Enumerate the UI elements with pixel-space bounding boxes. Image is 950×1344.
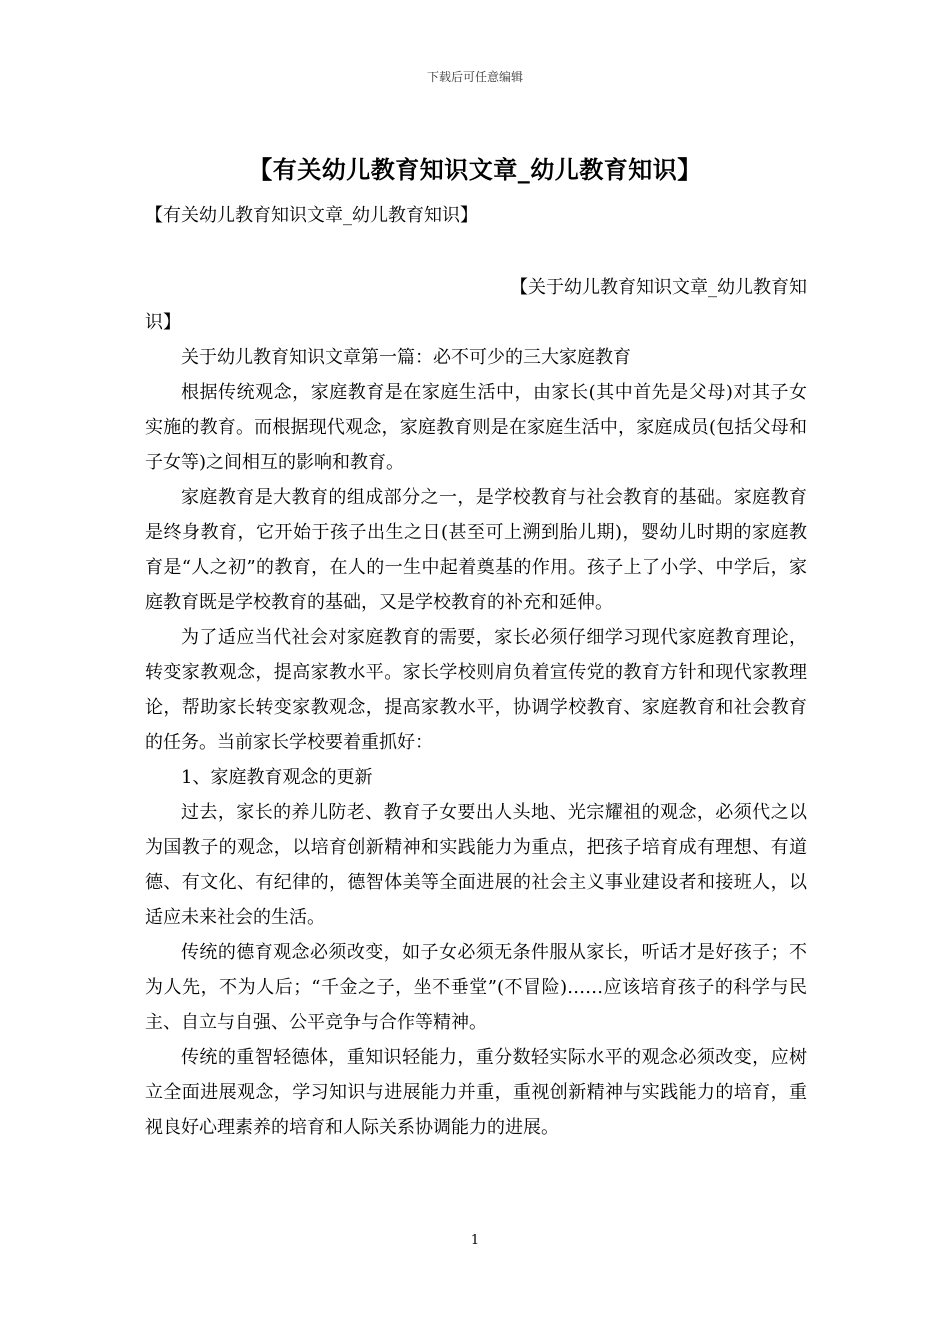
paragraph: 传统的德育观念必须改变，如子女必须无条件服从家长，听话才是好孩子；不为人先，不为人后；“千金之子，坐不垂堂”(不冒险)……应该培育孩子的科学与民主、自立与自强、公平竞争与合作等精神。 [145, 942, 807, 1033]
section-heading: 关于幼儿教育知识文章第一篇：必不可少的三大家庭教育 [181, 347, 631, 368]
numbered-heading: 1、家庭教育观念的更新 [181, 767, 373, 788]
right-title-line-2: 识】 [145, 312, 181, 333]
blank-line [145, 233, 807, 270]
header-note: 下载后可任意编辑 [426, 70, 523, 84]
paragraph: 根据传统观念，家庭教育是在家庭生活中，由家长(其中首先是父母)对其子女实施的教育。而根据现代观念，家庭教育则是在家庭生活中，家庭成员(包括父母和子女等)之间相互的影响和教育。 [145, 382, 807, 473]
paragraph: 过去，家长的养儿防老、教育子女要出人头地、光宗耀祖的观念，必须代之以为国教子的观念，以培育创新精神和实践能力为重点，把孩子培育成有理想、有道德、有文化、有纪律的，德智体美等全面进展的社会主义事业建设者和接班人，以适应未来社会的生活。 [145, 802, 807, 928]
paragraph: 传统的重智轻德体，重知识轻能力，重分数轻实际水平的观念必须改变，应树立全面进展观念，学习知识与进展能力并重，重视创新精神与实践能力的培育，重视良好心理素养的培育和人际关系协调能力的进展。 [145, 1047, 807, 1138]
document-subtitle: 【有关幼儿教育知识文章_幼儿教育知识】 [145, 205, 478, 226]
paragraph: 为了适应当代社会对家庭教育的需要，家长必须仔细学习现代家庭教育理论，转变家教观念，提高家教水平。家长学校则肩负着宣传党的教育方针和现代家教理论，帮助家长转变家教观念，提高家教水平，协调学校教育、家庭教育和社会教育的任务。当前家长学校要着重抓好： [145, 627, 807, 753]
document-body [145, 198, 807, 1145]
page-number: 1 [470, 1233, 480, 1248]
paragraph: 家庭教育是大教育的组成部分之一，是学校教育与社会教育的基础。家庭教育是终身教育，它开始于孩子出生之日(甚至可上溯到胎儿期)，婴幼儿时期的家庭教育是“人之初”的教育，在人的一生中起着奠基的作用。孩子上了小学、中学后，家庭教育既是学校教育的基础，又是学校教育的补充和延伸。 [145, 487, 807, 613]
document-title: 【有关幼儿教育知识文章_幼儿教育知识】 [248, 155, 702, 184]
right-aligned-title [145, 270, 807, 340]
right-title-line-1: 【关于幼儿教育知识文章_幼儿教育知 [510, 277, 807, 298]
